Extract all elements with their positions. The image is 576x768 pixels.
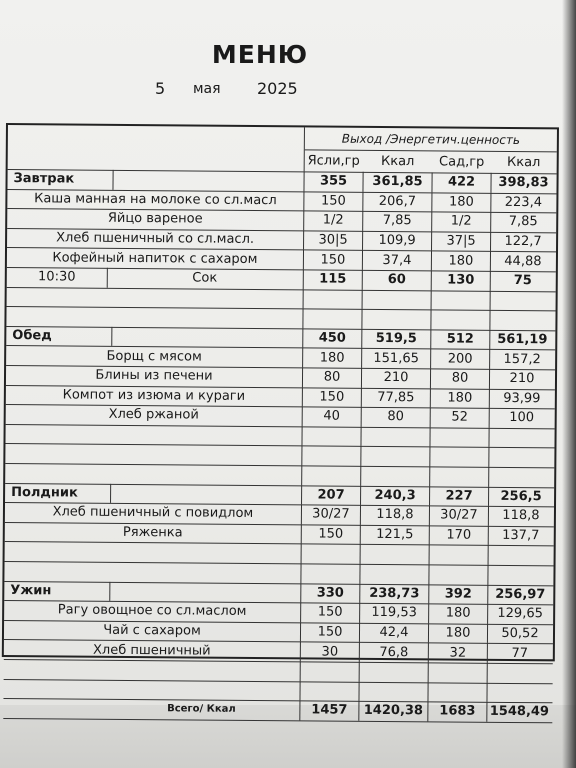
value-cell: 1/2 xyxy=(322,212,344,229)
value-cell: 7,85 xyxy=(382,213,412,229)
value-cell: 32 xyxy=(449,645,467,661)
value-cell: 1683 xyxy=(439,703,476,720)
value-cell: 450 xyxy=(318,330,346,346)
time-label: 10:30 xyxy=(7,267,108,287)
value-cell: 37|5 xyxy=(446,233,476,249)
value-cell: 76,8 xyxy=(379,644,409,660)
group-header: Выход /Энергетич.ценность xyxy=(305,127,557,152)
value-cell: 150 xyxy=(317,624,343,640)
section-title: Полдник xyxy=(11,484,78,501)
dish-name: Борщ с мясом xyxy=(106,348,202,365)
value-cell: 210 xyxy=(383,370,409,386)
value-cell: 355 xyxy=(319,173,348,189)
col-header-garden-g: Сад,гр xyxy=(439,153,485,170)
value-cell: 240,3 xyxy=(374,487,416,504)
value-cell: 37,4 xyxy=(382,252,412,268)
value-cell: 118,8 xyxy=(376,507,414,523)
value-cell: 40 xyxy=(323,408,341,425)
value-cell: 180 xyxy=(445,605,471,622)
value-cell: 512 xyxy=(446,331,474,347)
value-cell: 210 xyxy=(509,371,535,387)
dish-name: Рагу овощное со сл.маслом xyxy=(57,602,247,620)
value-cell: 42,4 xyxy=(379,625,409,641)
grand-total-row xyxy=(3,698,552,723)
value-cell: 80 xyxy=(387,409,405,425)
value-cell: 7,85 xyxy=(508,214,538,230)
value-cell: 256,97 xyxy=(495,586,546,603)
value-cell: 129,65 xyxy=(497,606,543,622)
dish-name: Сок xyxy=(192,270,218,286)
section-title: Завтрак xyxy=(13,171,75,187)
value-cell: 150 xyxy=(320,252,346,268)
value-cell: 30/27 xyxy=(440,507,478,524)
value-cell: 115 xyxy=(319,271,347,287)
header-row xyxy=(8,125,557,174)
value-cell: 392 xyxy=(444,586,472,602)
value-cell: 227 xyxy=(445,488,473,504)
value-cell: 80 xyxy=(451,370,469,386)
date-year: 2025 xyxy=(257,79,298,98)
value-cell: 44,88 xyxy=(504,253,542,269)
value-cell: 1/2 xyxy=(450,213,472,230)
col-header-garden-kcal: Ккал xyxy=(506,154,541,170)
value-cell: 130 xyxy=(447,272,475,288)
value-cell: 238,73 xyxy=(369,585,420,602)
value-cell: 1420,38 xyxy=(363,703,424,719)
value-cell: 118,8 xyxy=(502,508,540,524)
value-cell: 180 xyxy=(448,194,474,210)
value-cell: 422 xyxy=(447,174,476,190)
dish-name: Кофейный напиток с сахаром xyxy=(52,250,258,267)
value-cell: 150 xyxy=(319,389,345,405)
value-cell: 50,52 xyxy=(501,626,539,642)
value-cell: 180 xyxy=(447,390,473,406)
value-cell: 207 xyxy=(317,487,345,503)
value-cell: 137,7 xyxy=(502,528,540,544)
value-cell: 30 xyxy=(321,644,339,660)
dish-name: Хлеб ржаной xyxy=(108,407,199,424)
value-cell: 519,5 xyxy=(375,331,417,347)
value-cell: 121,5 xyxy=(376,527,414,543)
value-cell: 157,2 xyxy=(503,351,541,367)
value-cell: 223,4 xyxy=(504,194,543,211)
value-cell: 206,7 xyxy=(378,193,417,210)
date-month: мая xyxy=(193,81,221,97)
value-cell: 150 xyxy=(318,526,344,542)
col-header-nursery-g: Ясли,гр xyxy=(307,152,360,169)
value-cell: 77 xyxy=(511,645,529,661)
value-cell: 150 xyxy=(317,604,343,621)
value-cell: 180 xyxy=(319,350,345,366)
section-title: Ужин xyxy=(10,582,52,599)
menu-table xyxy=(2,123,559,720)
dish-name: Ряженка xyxy=(122,525,183,541)
value-cell: 200 xyxy=(447,351,473,367)
value-cell: 52 xyxy=(451,409,469,426)
value-cell: 80 xyxy=(323,369,341,385)
value-cell: 398,83 xyxy=(498,175,549,191)
dish-name: Каша манная на молоке со сл.масл xyxy=(34,191,277,209)
value-cell: 93,99 xyxy=(503,390,541,407)
value-cell: 256,5 xyxy=(500,488,542,505)
value-cell: 30|5 xyxy=(318,232,348,248)
date-day: 5 xyxy=(155,79,166,98)
value-cell: 109,9 xyxy=(378,233,416,249)
value-cell: 361,85 xyxy=(372,174,423,190)
value-cell: 75 xyxy=(513,273,532,289)
value-cell: 330 xyxy=(316,585,344,601)
value-cell: 151,65 xyxy=(373,350,419,366)
value-cell: 561,19 xyxy=(497,331,548,348)
value-cell: 150 xyxy=(320,193,346,209)
dish-name: Хлеб пшеничный xyxy=(92,642,211,659)
dish-name: Хлеб пшеничный со сл.масл. xyxy=(56,230,255,248)
value-cell: 100 xyxy=(509,410,535,426)
value-cell: 119,53 xyxy=(371,605,417,621)
value-cell: 1548,49 xyxy=(489,704,550,720)
value-cell: 1457 xyxy=(311,702,348,719)
background-edge xyxy=(562,0,576,768)
dish-name: Компот из изюма и кураги xyxy=(62,387,246,404)
section-title: Обед xyxy=(12,328,52,344)
value-cell: 122,7 xyxy=(504,234,542,250)
grand-total-label: Всего/ Ккал xyxy=(167,703,236,716)
col-header-nursery-kcal: Ккал xyxy=(380,153,415,169)
value-cell: 60 xyxy=(387,272,406,288)
dish-name: Яйцо вареное xyxy=(107,211,203,228)
value-cell: 170 xyxy=(446,527,472,543)
value-cell: 30/27 xyxy=(312,506,350,523)
dish-name: Блины из печени xyxy=(95,368,213,384)
dish-name: Чай с сахаром xyxy=(103,622,201,639)
value-cell: 77,85 xyxy=(377,389,415,406)
page-title: МЕНЮ xyxy=(211,40,309,69)
dish-name: Хлеб пшеничный с повидлом xyxy=(52,504,254,522)
value-cell: 180 xyxy=(448,253,474,269)
value-cell: 180 xyxy=(445,625,471,641)
